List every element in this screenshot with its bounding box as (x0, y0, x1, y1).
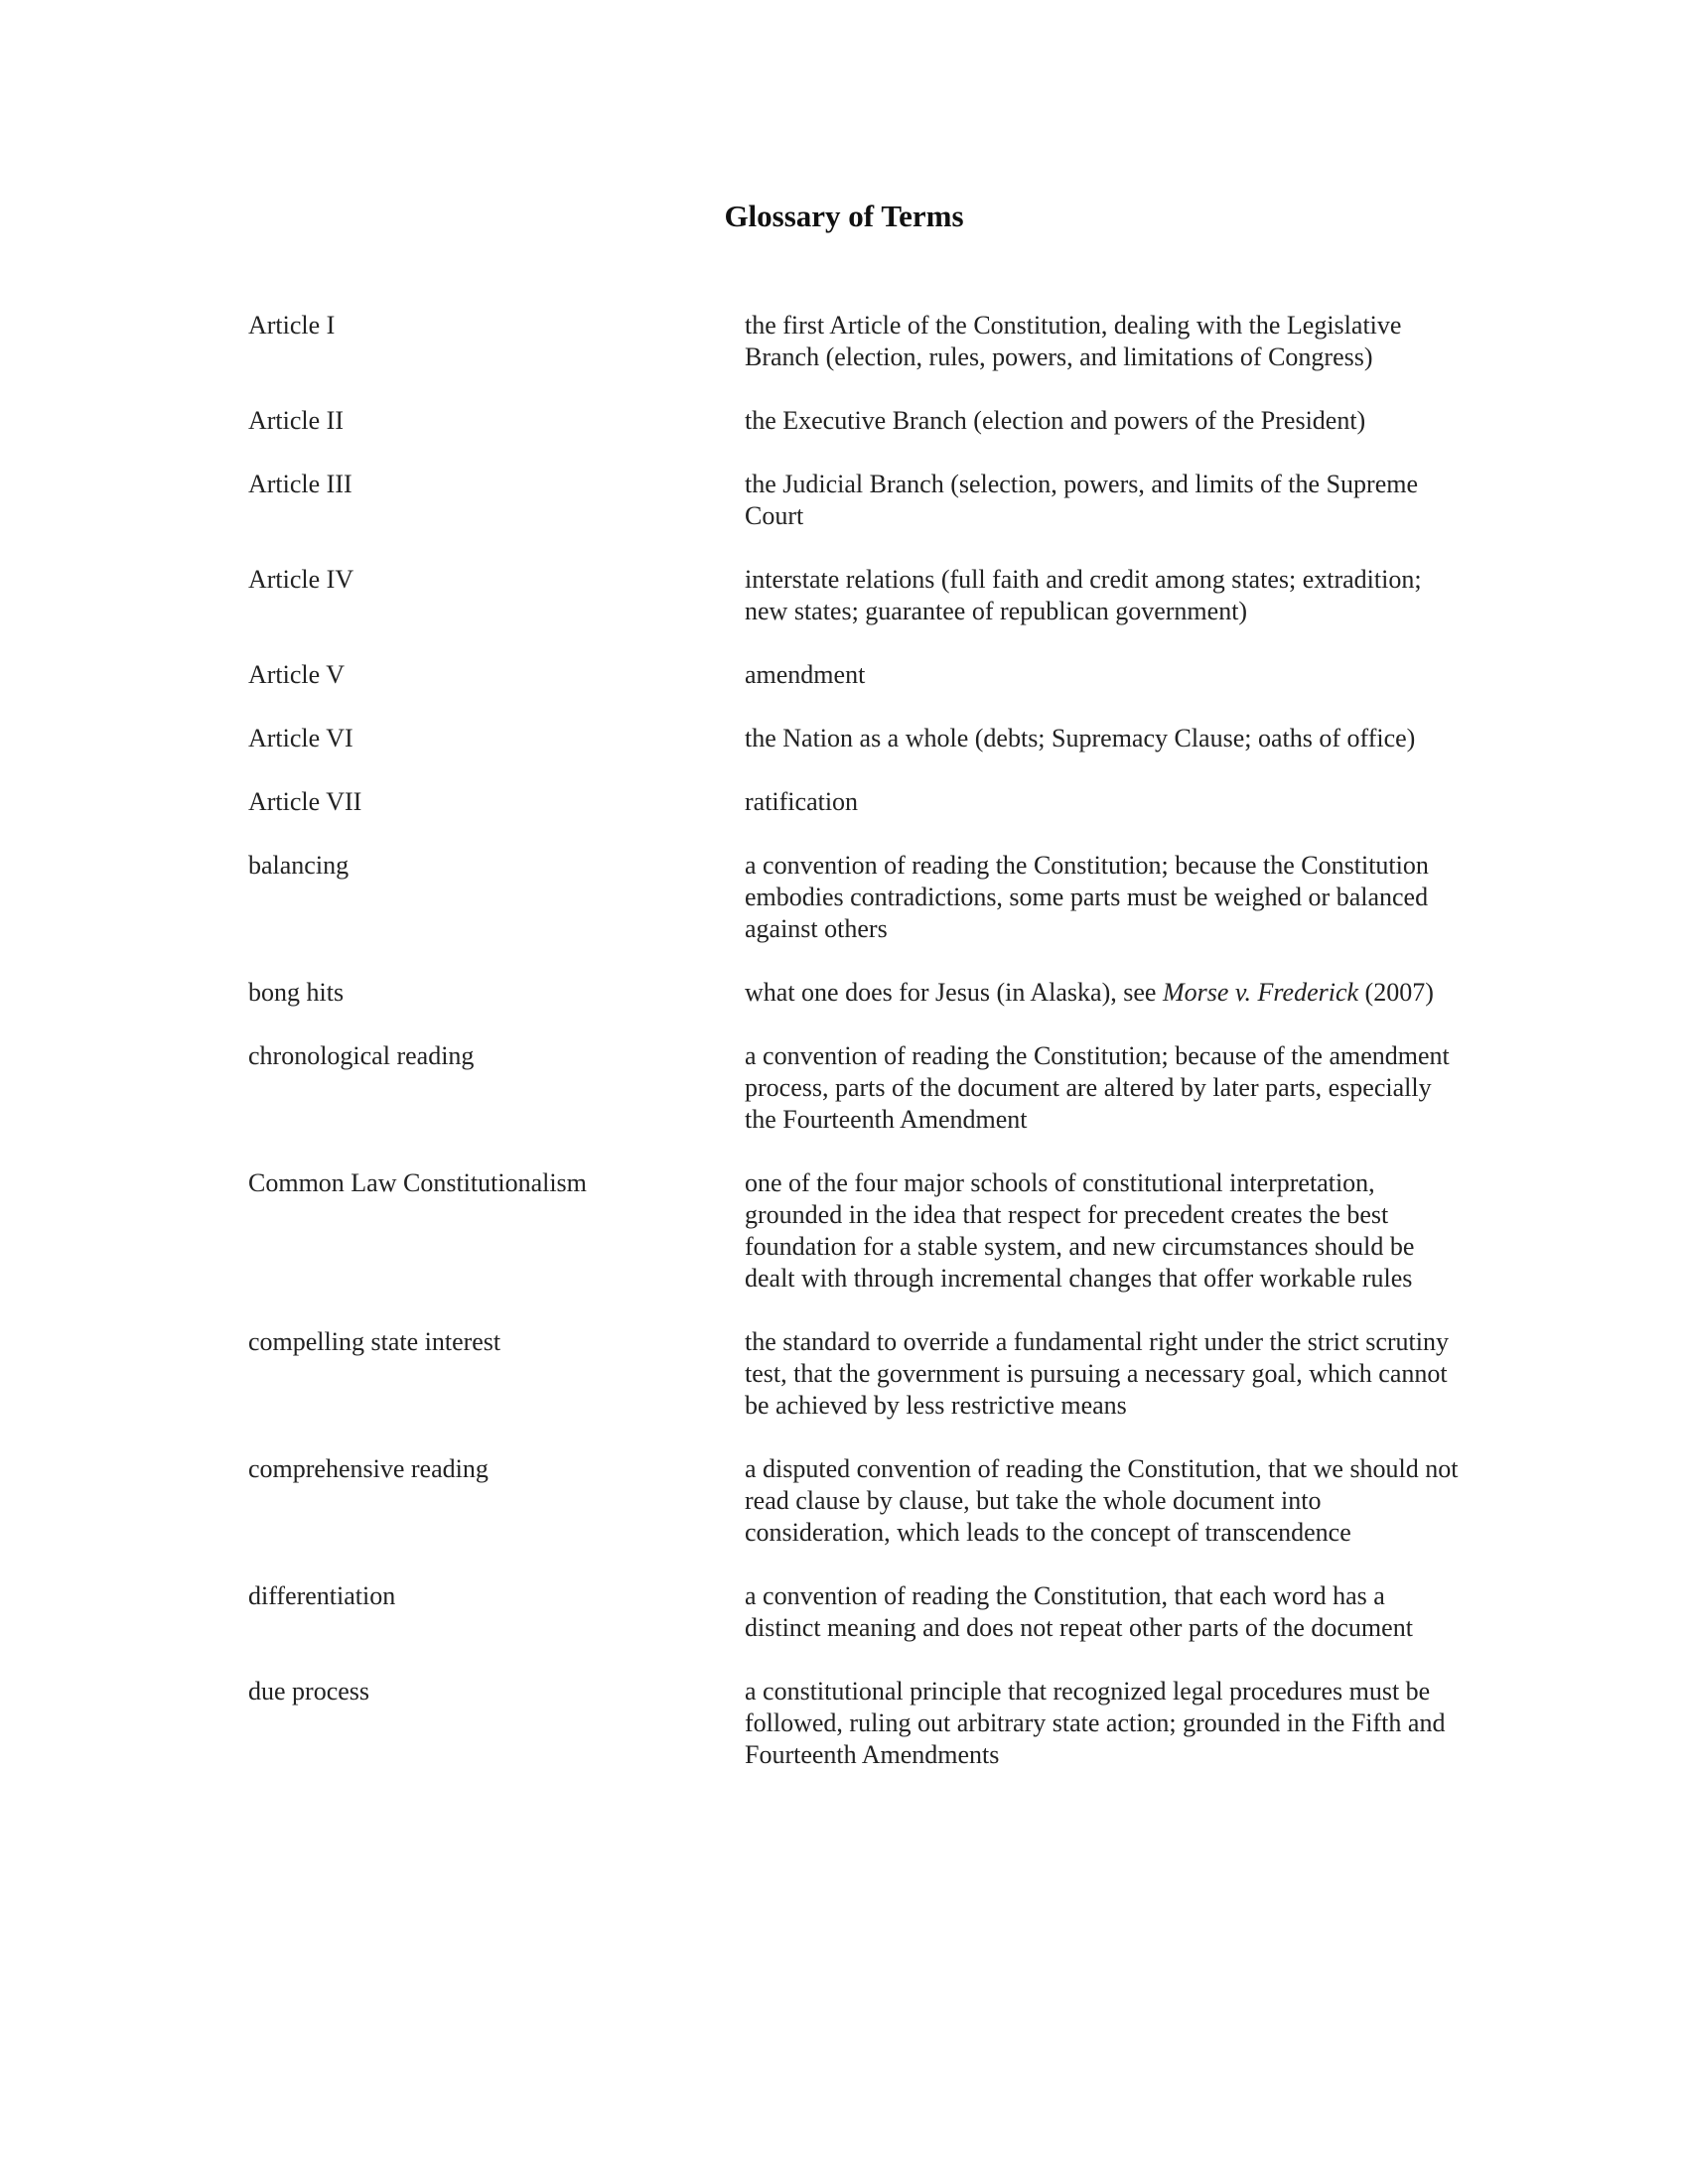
glossary-entry (248, 1580, 1460, 1644)
glossary-term: comprehensive reading (248, 1454, 489, 1483)
glossary-entry (248, 564, 1460, 627)
glossary-definition: a disputed convention of reading the Constitution, that we should not read clause by clause, but take the whole document into consideration, which leads to the concept of transcendence (745, 1454, 1459, 1547)
definition-text: what one does for Jesus (in Alaska), see (745, 978, 1163, 1007)
case-citation: Morse v. Frederick (1162, 978, 1359, 1007)
glossary-entry (248, 723, 1460, 754)
glossary-entry (248, 310, 1460, 373)
glossary-term: Article III (248, 470, 352, 498)
glossary-term: due process (248, 1677, 370, 1706)
glossary-entry (248, 1167, 1460, 1295)
glossary-list (248, 310, 1460, 1803)
glossary-definition: a convention of reading the Constitution, that each word has a distinct meaning and does not repeat other parts of the document (745, 1581, 1413, 1642)
glossary-term: Article VII (248, 787, 362, 816)
glossary-entry (248, 786, 1460, 818)
glossary-entry (248, 1326, 1460, 1422)
glossary-definition: the Executive Branch (election and powers of the President) (745, 406, 1366, 435)
glossary-entry (248, 405, 1460, 437)
glossary-entry (248, 659, 1460, 691)
glossary-term: differentiation (248, 1581, 396, 1610)
glossary-term: Article II (248, 406, 345, 435)
glossary-term: Common Law Constitutionalism (248, 1168, 587, 1197)
definition-text: (2007) (1358, 978, 1434, 1007)
glossary-entry (248, 1040, 1460, 1136)
glossary-entry (248, 469, 1460, 532)
glossary-definition: ratification (745, 787, 859, 816)
glossary-definition: amendment (745, 660, 866, 689)
glossary-term: balancing (248, 851, 350, 880)
glossary-term: compelling state interest (248, 1327, 501, 1356)
glossary-definition: the first Article of the Constitution, dealing with the Legislative Branch (election, rules, powers, and limitations of Congress) (745, 311, 1402, 371)
glossary-definition: the Judicial Branch (selection, powers, and limits of the Supreme Court (745, 470, 1418, 530)
glossary-definition (745, 977, 1460, 1009)
glossary-term: Article I (248, 311, 336, 340)
page-title: Glossary of Terms (724, 199, 964, 233)
glossary-definition: the Nation as a whole (debts; Supremacy Clause; oaths of office) (745, 724, 1416, 752)
glossary-definition: interstate relations (full faith and credit among states; extradition; new states; guarantee of republican government) (745, 565, 1422, 625)
glossary-term: Article V (248, 660, 345, 689)
glossary-entry (248, 977, 1460, 1009)
glossary-term: chronological reading (248, 1041, 475, 1070)
glossary-entry (248, 850, 1460, 945)
glossary-term: Article VI (248, 724, 353, 752)
glossary-definition: a convention of reading the Constitution; because of the amendment process, parts of the document are altered by later parts, especially the Fourteenth Amendment (745, 1041, 1450, 1134)
glossary-entry (248, 1676, 1460, 1771)
glossary-definition: a constitutional principle that recognized legal procedures must be followed, ruling out arbitrary state action; grounded in the Fifth and Fourteenth Amendments (745, 1677, 1446, 1769)
glossary-definition: one of the four major schools of constitutional interpretation, grounded in the idea that respect for precedent creates the best foundation for a stable system, and new circumstances should be dealt with through incremental changes that offer workable rules (745, 1168, 1415, 1293)
glossary-term: Article IV (248, 565, 354, 594)
glossary-definition: the standard to override a fundamental right under the strict scrutiny test, that the government is pursuing a necessary goal, which cannot be achieved by less restrictive means (745, 1327, 1449, 1420)
glossary-term: bong hits (248, 978, 345, 1007)
glossary-definition: a convention of reading the Constitution; because the Constitution embodies contradictions, some parts must be weighed or balanced against others (745, 851, 1429, 943)
glossary-entry (248, 1453, 1460, 1549)
